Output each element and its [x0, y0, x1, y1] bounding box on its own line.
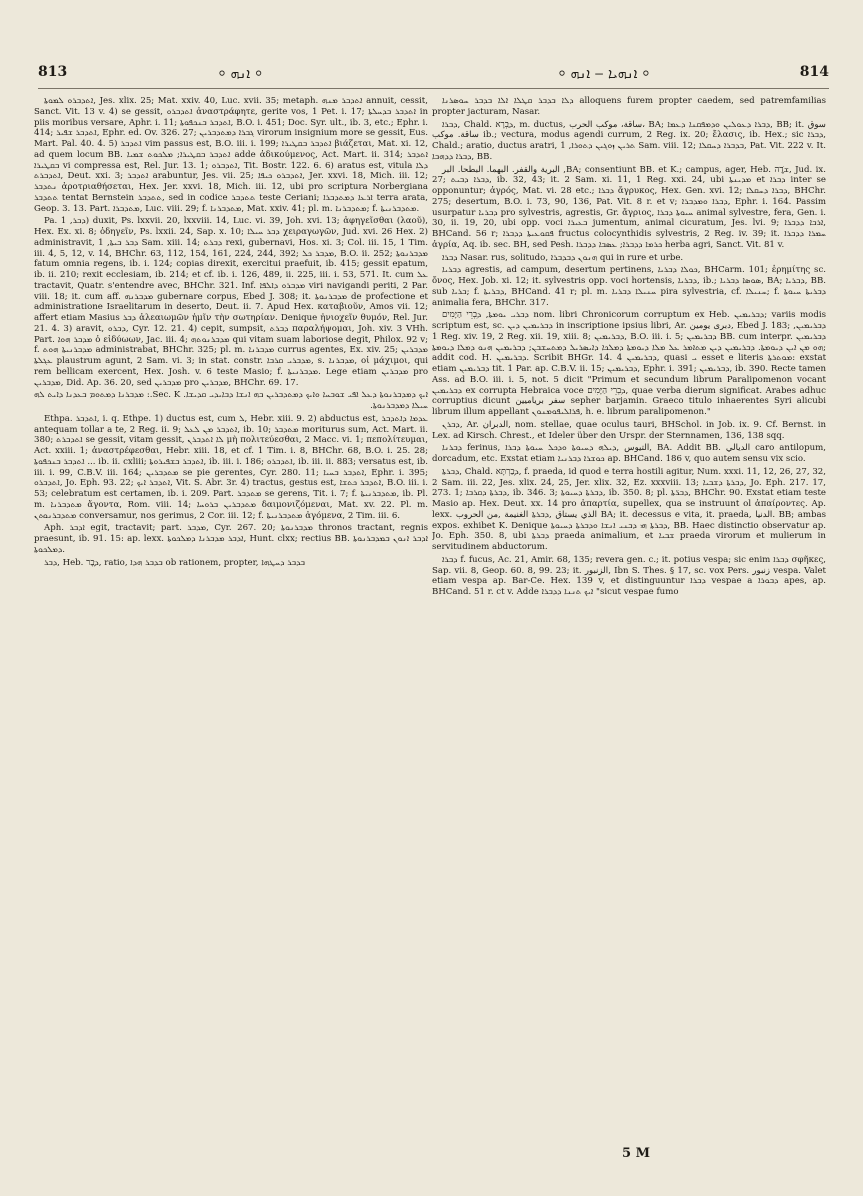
right-column [432, 96, 826, 1142]
page-number-right: 814 [799, 64, 829, 80]
entry-paragraph: ܕܒܪܬܐ, Chald. ܕְּבַרְתָּא, f. praeda, id quod e terra hostili agitur, Num. xxxi. 11, 12, 26, 27, 32, 2 Sam. iii. 22, Jes. xlix. 24, 25, Jer. xlix. 32, Ez. xxxviii. 13; ܕܒܪܬܐ ܕܫܒܝܐ, Jo. Eph. 217. 17, 273. 1; ܕܒܪܬܐ ܕܩܪܒܐ, ib. 346. 3; ܕܒܪܬܐ ܕܚܝܘܬܐ, ib. 350. 8; pl. ܕܒܪ̈ܬܐ, BHChr. 90. Exstat etiam teste Masio ap. Hex. Deut. xx. 14 pro ἀπαρτία, supellex, qua se instruunt ol ἀπαίροντες. Ap. lexx. الذي يستاق ,ܕܒܪܬܐ الغنيمة ,من الحروب BA; it. decessus e vita, it. praeda, الدنيا. BB; ambas expos. exhibet K. Denique ܕܒܪܬܐ ܗܝ ܕܒܢܝ ܐܢܫܐ ܘܕܒܪܬܐ ܕܚܝܘܬܐ, BB. Haec distinctio observatur ap. Jo. Eph. 350. 8, ubi ܕܒܪܬܐ praeda animalium, et ܫܒܝܐ praeda virorum et mulierum in servitudinem abductorum. [432, 466, 826, 552]
signature-mark: 5 M [622, 1146, 650, 1161]
running-head-left: ⸰ ܐܢܗ ⸰ [218, 66, 263, 82]
running-head-right: ⸰ ܐܢܗܝܐ ‒ ܐܢܗ ⸰ [558, 66, 650, 82]
entry-paragraph: ܕܒܪܝ ܝܘܡܬܐ, ܕִּבְרֵי הַיָּמִים nom. libri Chronicorum corruptum ex Heb. ܕܒܪܝܡܝܢ; variis modis scriptum est, sc. ܕܒܪܝܡܝܢ ܕܝܢ in inscriptione ipsius libri, Ar. دبرى يومين, Ebed J. 183; ܕܒܪܝܡܝܢ, 1 Reg. xiv. 19, 2 Reg. xii. 19, xiii. 8; ܕܒܪܝܡܝܢ, B.O. iii. i. 5; ܕܒܪܝܡܝܢ BB. cum interpr. ܕܒܪܝܡܝܢ ܗܘ ܡܢ ܐܝܢ ܕܝܘܡܬܐ. ܕܒܪܝܡܝܢ ܕܝܢ ܡܬܐܡܪ ܥܠ ܡܠܐ ܕܝܘܡܬܐ ܕܡܠܟܐ ܕܐܝܣܪܝܠ ܕܡܬܚܫܒܢ; ܕܒܪܝܡܝܢ ܗܢܘ ܕܡܠܐ ܕܝܘܡܬܐ; addit cod. H. ܕܒܪܝܡܝܢ. Scribit BHGr. 14. 4 ܕܒܪܝܡܝܢ, quasi ܝ esset e literis ܡܘܬܪܬܐ: exstat etiam ܕܒܪܝܡܝܢ tit. 1 Par. ap. C.B.V. ii. 15; ܕܒܪܝܡܝܢ, Ephr. i. 391; ܕܒܪܝܡܝܢ, ib. 390. Recte tamen Ass. ad B.O. iii. i. 5, not. 5 dicit "Primum et secundum librum Paralipomenon vocant ܕܒܪܝܡܝܢ ex corrupta Hebraica voce ܕִּבְרֵי הַיָּמִים, quae verba dierum significat. Arabes adhuc corruptius dicunt سفر برياميين sepher barjamin. Graeco titulo inhaerentes Syri alicubi librum illum appellant ܦܪܐܠܝܦܘܡܢܘܢ, h. e. librum paralipomenon." [432, 310, 826, 417]
entry-paragraph: Aph. ܐܕܒܪ egit, tractavit; part. ܡܕܒܪ, Cyr. 267. 20; ܡܕܒܪܢܘܬܐ thronos tractant, regnis praesunt, ib. 91. 15: ap. lexx. ܐܕܒܪ ܡܕܒܪܢܐ ܕܡܠܟܘܬܐ, Hunt. clxx; rectius BB. ܐܕܒܪ ܐܢܘܢ ܒܡܕܒܪܢܘܬܐ ܕܡܠܟܘܬܐ. [34, 523, 428, 555]
entry-paragraph: ܕܒܪܐ f. fucus, Ac. 21, Amir. 68, 135; revera gen. c.; it. potius vespa; sic enim ܕܒܪܐ σφῆκες, Sap. vii. 8, Geop. 60. 8, 99. 23; it. الزنبور, Ibn S. Thes. § 17, sc. vox Pers. زنبور vespa. Valet etiam vespa ap. Bar-Ce. Hex. 139 v, et distinguuntur ܕܒܪܐ vespae a ܕܒܘܪܐ apes, ap. BHCand. 51 r. ct v. Adde ܐܝܟ ܬܢܢܐ ܕܕܒܪܐ "sicut vespae fumo [432, 554, 826, 597]
page-header [38, 64, 829, 86]
entry-paragraph: ܐܬܕܒܪܘ ܠܡܘܬܐ, Jes. xlix. 25; Mat. xxiv. 40, Luc. xvii. 35; metaph. ܐܬܕܒܪ ܡܢܗ annuit, cessit, Sanct. Vit. 13 v. 4) se gessit, ܐܬܕܒܪܘ ἀναστράφητε, gerite vos, 1 Pet. i. 17; ܐܬܕܒܪ ܒܕܚܠܬܐ in piis moribus versare, Aphr. i. 11; ܐܬܕܒܪ ܒܢܟܦܘܬܐ, B.O. i. 451; Doc. Syr. ult., ib. 3, etc.; Ephr. i. 414; ܐܬܕܒܪ ܫܦܝܪ, Ephr. ed. Ov. 326. 27; ܓܒܪܐ ܕܡܬܕܒܪܝܢ virorum insignium more se gessit, Eus. Mart. Pal. 40. 4. 5) ܐܬܕܒܪ vim passus est, B.O. iii. i. 199; ܐܬܕܒܪ ܒܩܛܝܪܐ βιάζεται, Mat. xi. 12, ad quem locum BB. ܐܬܕܒܪ ܒܩܛܝܪܐ; ܡܠܟܘܬ ܫܡܝܐ adde ἀδικούμενος, Act. Mart. ii. 314; ܐܬܕܒܪ ܒܩܛܝܪܐ vi compressa est, Rel. Jur. 13. 1; ܐܬܕܒܪܘ, Tit. Bostr. 122. 6. 6) aratus est, vitula ܕܠܐ ܐܬܕܒܪܬ, Deut. xxi. 3; ܐܬܕܒܪ arabuntur, Jes. vii. 25; ܐܬܕܒܪܘ ܟܝܦܐ, Jer. xxvi. 18, Mich. iii. 12; ܢܬܕܒܪ ἀροτριαθήσεται, Hex. Jer. xxvi. 18, Mich. iii. 12, ubi pro scriptura Norbergiana ܬܬܕܒܪ tentat Bernstein ܬܬܕܒܪ, sed in codice ܬܬܕܒܪ teste Ceriani; ܐܪܥܐ ܕܡܬܕܒܪܐ terra arata, Geop. 3. 13. Part. ܡܬܕܒܪܐ, Luc. viii. 29; f. ܡܬܕܒܪܢܐ, Mat. xxiv. 41; pl. m. ܡܬܕܒܪܢܐ; f. ܡܬܕܒܪܢܝܬܐ. [34, 96, 428, 214]
page-number-left: 813 [38, 64, 68, 80]
entry-paragraph: البرية والقفر. البهما. البطحا. البر ,BA; consentiunt BB. et K.; campus, ager, Heb. ܫָׂדֶה, Jud. ix. 27; ܕܒܪܐ ܕܒܝܬ, ib. 32, 43; it. 2 Sam. xi. 11, 1 Reg. xxi. 24, ubi ܡܕܝܢܬܐ et ܕܒܪܐ inter se opponuntur; ἀγρός, Mat. vi. 28 etc.; ܕܒܪܐ ἄγρυκος, Hex. Gen. xvi. 12; ܕܒܪܐ ܕܚܩܠܐ, BHChr. 275; desertum, B.O. i. 73, 90, 136, Pat. Vit. 8 r. et v; ܕܒܪܐ ܘܡܕܒܪܐ, Ephr. i. 164. Passim usurpatur ܕܒܪܝܐ pro sylvestris, agrestis, Gr. ἄγριος, ܚܝܘܬܐ ܕܒܪܐ animal sylvestre, fera, Gen. i. 30, ii. 19, 20, ubi opp. voci ܒܥܝܪܐ jumentum, animal cicuratum, Jes. lvi. 9; ܐܪܒܐ ܕܕܒܪܐ, BHCand. 56 r; ܦܩܘܥܝܬܐ ܕܕܒܪܐ fructus colocynthidis sylvestris, 2 Reg. iv. 39; it. ܚܡܪܐ ܕܕܒܪܐ ἀγρία, Aq. ib. sec. BH, sed Pesh. ܟܪܡܐ ܕܕܒܪܐ; ܥܣܒܐ ܕܕܒܪܐ herba agri, Sanct. Vit. 81 v. [432, 164, 826, 250]
entry-paragraph: ܕܒܪܝܐ agrestis, ad campum, desertum pertinens, ܟܘܠܐ ܕܒܪܝܐ, BHCarm. 101; ἐρημίτης sc. ὄνος, Hex. Job. xi. 12; it. sylvestris opp. voci hortensis, ܕܒܪܝܐ, ib.; ܣܘܣܐ ܕܒܪܝܐ, BA; ܕܒܪܝܐ, BB. sub ܒܪܝܐ; f. ܕܒܪܝܬܐ, BHCand. 41 r; pl. m. ܚܢܝܠܐ ܕܒܪܝܐ pira sylvestria, cf. ܚܢܝܠܐ; f. ܕܒܪܝܬܐ ܚܝܘܬܐ animalia fera, BHChr. 317. [432, 265, 826, 308]
entry-paragraph: ܕܒܪܐ, Chald. ܕַּבְרָא, m. ductus, ساقة، موكب الحرب، BA; ܕܒܪܐ ܕܥܘܠܝܢ ܘܕܡܦܩܢܐ ܕܥܡܐ, BB; it. سوق ساقة. موكب ib.; vectura, modus agendi currum, 2 Reg. ix. 20; ἔλασις, ib. Hex.; sic ܕܒܪܐ, Chald.; aratio, ductus aratri, ܬܪܝܢ ܙܘܓܝܢ ܕܬܘܪܐ, 1 Sam. viii. 12; ܒܕܒܪܐ ܕܚܩܠܐ, Pat. Vit. 222 v. It. ܕܒܪܐ ܕܕܗܒܐ, BB. [432, 119, 826, 162]
entry-paragraph: ܕܠܐ ܒܕܒܪ ܩܛܠܐ ܐܠܐ ܒܕܒܪ ܚܘܣܪܢܐ alloquens furem propter caedem, sed patremfamilias propter jacturam, Nasar. [432, 96, 826, 117]
header-rule [38, 88, 829, 89]
entry-paragraph: ܕܒܪܢ, Ar. الدبران, nom. stellae, quae oculus tauri, BHSchol. in Job. ix. 9. Cf. Bernst. in Lex. ad Kirsch. Chrest., et Ideler über den Urspr. der Sternnamen, 136, 138 sqq. [432, 419, 826, 441]
entry-paragraph: ܕܒܪ, Heb. ܕָּבָר, ratio, ܒܕܒܪ ܗܕܐ ob rationem, propter, ܒܕܒܪ ܕܚܛܗܐ [44, 557, 305, 568]
entry-paragraph: Ethpa. ܐܬܕܒܪ, i. q. Ethpe. 1) ductus est, cum ܠ, Hebr. xiii. 9. 2) abductus est, ܥܕܡܐ ܕܐܬܕܒܪ antequam tollar a te, 2 Reg. ii. 9; ܐܬܕܒܪ ܡܢ ܠܥܠ, ib. 10; ܡܬܕܒܪ moriturus sum, Act. Mart. ii. 380; ܐܬܕܒܪܬ se gessit, vitam gessit, ܠܐ ܐܬܕܒܪܢ μὴ πολιτεύεσθαι, 2 Macc. vi. 1; πεπολίτευμαι, Act. xxiii. 1; ἀναστρέφεσθαι, Hebr. xiii. 18, et cf. 1 Tim. i. 8, BHChr. 68, B.O. i. 25. 28; ܐܬܕܒܪ ܒܢܟܦܘܬܐ ... ib. ii. cxliii; ܐܬܕܒܪ ܒܫܦܝܪܘܬܐ, ib. iii. i. 186; ܐܬܕܒܪܘ, ib. iii. ii. 883; versatus est, ib. iii. i. 99, C.B.V. iii. 164; ܡܬܕܒܪܝܢ se pie gerentes, Cyr. 280. 11; ܐܬܕܒܪ ܒܚܝܐ, Ephr. i. 395; ܐܬܕܒܪܘ, Jo. Eph. 93. 22; ܐܬܕܒܪ ܐܝܟ, Vit. S. Abr. 3r. 4) tractus, gestus est, ܐܬܕܒܪ ܟܬܫܐ, B.O. iii. i. 53; celebratum est certamen, ib. i. 209. Part. ܡܬܕܒܪ se gerens, Tit. i. 7; f. ܡܬܕܒܪܢܝܬܐ, ib. Pl. m. ܡܬܕܒܪܢܐ ἄγοντα, Rom. viii. 14; ܡܬܕܒܪܝܢ ܒܪܘܚܐ δαιμονιζόμεναι, Mat. xv. 22. Pl. m. ܡܬܕܒܪܢܘܬܢ conversamur, nos gerimus, 2 Cor. iii. 12; f. ܡܬܕܒܪܢܝܬܐ ἀγόμενα, 2 Tim. iii. 6. [34, 413, 428, 521]
entry-paragraph: Pa. ܕܒܪ, 1) duxit, Ps. lxxvii. 20, lxxviii. 14, Luc. vi. 39, Joh. xvi. 13; ἀφηγεῖσθαι (λαοῦ), Hex. Ex. xi. 8; ὁδηγεῖν, Ps. lxxii. 24, Sap. x. 10; ܕܒܪ ܚܝܠܐ χειραγωγῶν, Jud. xvi. 26 Hex. 2) administravit, ܕܒܪ ܒܝܬܐ, 1 Sam. xiii. 14; ܕܒܪܬ rexi, gubernavi, Hos. xi. 3; Col. iii. 15, 1 Tim. iii. 4, 5, 12, v. 14, BHChr. 63, 112, 154, 161, 224, 244, 392; ܡܕܒܪ ܟܠ, B.O. ii. 252; ܡܕܒܪܢܘܬܐ fatum omnia regens, ib. i. 124; copias direxit, exercitui praefuit, ib. 415; gessit epatum, ib. ii. 210; rexit ecclesiam, ib. 214; et cf. ib. i. 126, 489, ii. 225, iii. i. 53, 571. It. cum ܥܠ tractavit, Quatr. s'entendre avec, BHChr. 321. Inf. ܡܕܒܪܘ ܕܐܠܦܐ viri navigandi periti, 2 Par. viii. 18; it. cum aff. ܡܕܒܪܢܗ gubernare corpus, Ebed J. 308; it. ܡܕܒܪܢܘܬܐ de profectione et administratione Israelitarum in deserto, Deut. ii. 7. Apud Hex. καταβιοῦν, Amos vii. 12; affert etiam Masius ܕܒܪ ἀλεαιωμῶν ἡμῖν τὴν σωτηρίαν. Denique ἠνιοχεῖν θυμόν, Rel. Jur. 21. 4. 3) aravit, ܕܒܪܘ, Cyr. 12. 21. 4) cepit, sumpsit, ܕܒܪܬ παραλήψομαι, Joh. xiv. 3 VHh. Part. ܡܕܒܪ ܗܘܐ ὁ εἰδύωων, Jac. iii. 4; ܡܕܒܪܢܘܬܗ qui vitam suam laboriose degit, Philox. 92 v; f. ܡܕܒܪܢܝܬܐ ܗܘܬ administrabat, BHChr. 325; pl. m. ܡܕܒܪܢܐ currus agentes, Ex. xiv. 25; ܡܕܒܪܝܢ ܥܓܠܬܐ plaustrum agunt, 2 Sam. vi. 3; in stat. constr. ܡܕܒܪܝ ܩܪܒܐ, s. ܡܕܒܪܢܐ, οἱ μάχιμοι, qui rem bellicam exercent, Hex. Josh. v. 6 teste Masio; f. ܡܕܒܪܢܝܬܐ. Lege etiam ܡܕܒܪܝܢ pro ܡܕܒܪܝܢ, Did. Ap. 36. 20, sed ܡܕܒܪܝܢ pro ܡܕܒܪܝܢ, BHChr. 69. 17. [34, 216, 428, 388]
left-column [34, 96, 428, 1142]
entry-paragraph: ܕܒܪܢܐ ferinus, التيوس ,ܕܝܠܗ ܕܚܝܘܬܐ ܘܕܟܠ ܚܝܘܬܐ ܕܒܪܐ, BA. Addit BB. الديالي caro antilopum, dorcadum, etc. Exstat etiam ܟܘܫܪܐ ܕܒܪܢܝܐ ap. BHCand. 186 v, quo autem sensu vix scio. [432, 443, 826, 464]
syriac-quotation: ܐܝܟ ܕܡܕܒܪܢܘܬܐ ܕܥܠ ܐܦܝ ܫܘܒܚܐ ܘܐܝܟ ܕܡܬܕܒܪܝܢ ܒܗ ܐܢܫܐ ܕܒܐܝܕܝ ܩܕܝܫܐ. Sec. K.: ܡܕܒܪܢܐ ܕܡܬܘܡ ܒܥܕܢܐ ܕܐܝܬ ܠܗ ܚܝܠܐ ܕܡܕܒܪܢܘܬܐ. [34, 390, 428, 411]
entry-paragraph: ܕܒܪܐ Nasar. rus, solitudo, ܗܢܘܢ ܕܒܕܒܪܐ qui in rure et urbe. [442, 252, 684, 263]
